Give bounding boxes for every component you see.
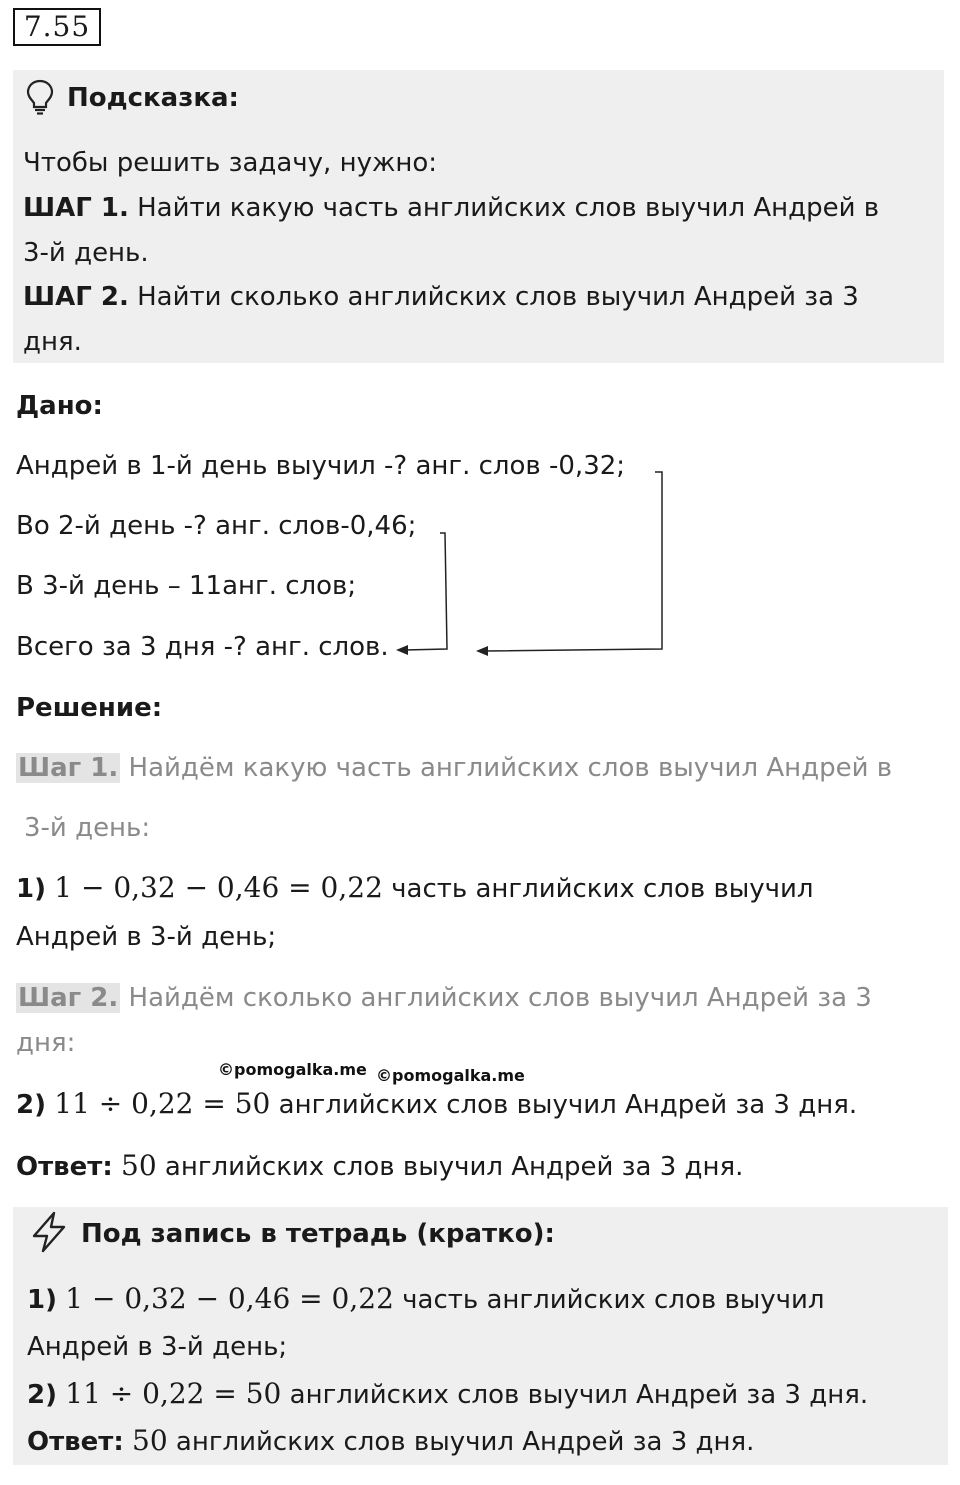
- solution-eq1: [16, 871, 814, 906]
- solution-eq1-cont: Андрей в 3-й день;: [16, 922, 277, 952]
- hint-intro: Чтобы решить задачу, нужно:: [23, 148, 438, 178]
- nb-eq2-math: 11 ÷ 0,22 = 50: [65, 1377, 282, 1410]
- solution-step2-text: Найдём сколько английских слов выучил Андрей за 3: [120, 983, 872, 1013]
- given-line-4: Всего за 3 дня -? анг. слов.: [16, 632, 389, 662]
- notebook-answer: [27, 1424, 754, 1459]
- hint-step2-cont: дня.: [23, 327, 82, 357]
- arrow-day1: [486, 472, 662, 651]
- solution-step1-text: Найдём какую часть английских слов выучил Андрей в: [120, 753, 893, 783]
- solution-eq2: [16, 1087, 857, 1122]
- nb-eq2-text: английских слов выучил Андрей за 3 дня.: [281, 1380, 869, 1410]
- nb-answer-label: Ответ:: [27, 1427, 124, 1457]
- nb-eq1-text: часть английских слов выучил: [393, 1285, 825, 1315]
- hint-step1-text: Найти какую часть английских слов выучил Андрей в: [128, 193, 880, 223]
- eq2-text: английских слов выучил Андрей за 3 дня.: [270, 1090, 858, 1120]
- given-line-2: Во 2-й день -? анг. слов-0,46;: [16, 511, 417, 541]
- nb-eq2-prefix: 2): [27, 1380, 57, 1410]
- hint-step2-text: Найти сколько английских слов выучил Андрей за 3: [128, 282, 859, 312]
- nb-answer-math: 50: [132, 1424, 168, 1457]
- arrow-day1-head: [476, 646, 488, 656]
- hint-step1-cont: 3-й день.: [23, 238, 149, 268]
- notebook-eq1-cont: Андрей в 3-й день;: [27, 1332, 288, 1362]
- solution-step2-label: Шаг 2.: [18, 983, 119, 1013]
- notebook-title: Под запись в тетрадь (кратко):: [81, 1219, 555, 1249]
- solution-step1-cont: 3-й день:: [24, 813, 151, 843]
- given-line-1: Андрей в 1-й день выучил -? анг. слов -0,32;: [16, 451, 626, 481]
- nb-eq1-math: 1 − 0,32 − 0,46 = 0,22: [65, 1282, 394, 1315]
- nb-eq1-prefix: 1): [27, 1285, 57, 1315]
- lightbulb-icon: [25, 78, 55, 116]
- nb-answer-text: английских слов выучил Андрей за 3 дня.: [167, 1427, 755, 1457]
- solution-answer: [16, 1149, 743, 1184]
- eq1-prefix: 1): [16, 874, 46, 904]
- hint-step1-label: ШАГ 1.: [23, 193, 129, 223]
- lightning-icon: [28, 1210, 70, 1254]
- solution-title: Решение:: [16, 693, 163, 723]
- solution-step1-label: Шаг 1.: [18, 753, 119, 783]
- problem-number: 7.55: [13, 8, 101, 46]
- watermark-1: ©pomogalka.me: [218, 1060, 367, 1079]
- notebook-eq1: [27, 1282, 825, 1317]
- solution-step1: [16, 751, 892, 785]
- notebook-eq2: [27, 1377, 868, 1412]
- arrow-day2-head: [396, 645, 408, 655]
- hint-step2: [23, 280, 859, 314]
- eq1-math: 1 − 0,32 − 0,46 = 0,22: [54, 871, 383, 904]
- hint-step2-label: ШАГ 2.: [23, 282, 129, 312]
- given-title: Дано:: [16, 391, 103, 421]
- solution-step2-cont: дня:: [16, 1028, 76, 1058]
- arrow-day2: [404, 533, 447, 650]
- answer-label: Ответ:: [16, 1152, 113, 1182]
- answer-math: 50: [121, 1149, 157, 1182]
- eq2-prefix: 2): [16, 1090, 46, 1120]
- hint-title: Подсказка:: [67, 83, 239, 113]
- watermark-2: ©pomogalka.me: [376, 1066, 525, 1085]
- eq2-math: 11 ÷ 0,22 = 50: [54, 1087, 271, 1120]
- answer-text: английских слов выучил Андрей за 3 дня.: [156, 1152, 744, 1182]
- eq1-text: часть английских слов выучил: [382, 874, 814, 904]
- hint-step1: [23, 191, 879, 225]
- given-line-3: В 3-й день – 11анг. слов;: [16, 571, 357, 601]
- solution-step2: [16, 981, 872, 1015]
